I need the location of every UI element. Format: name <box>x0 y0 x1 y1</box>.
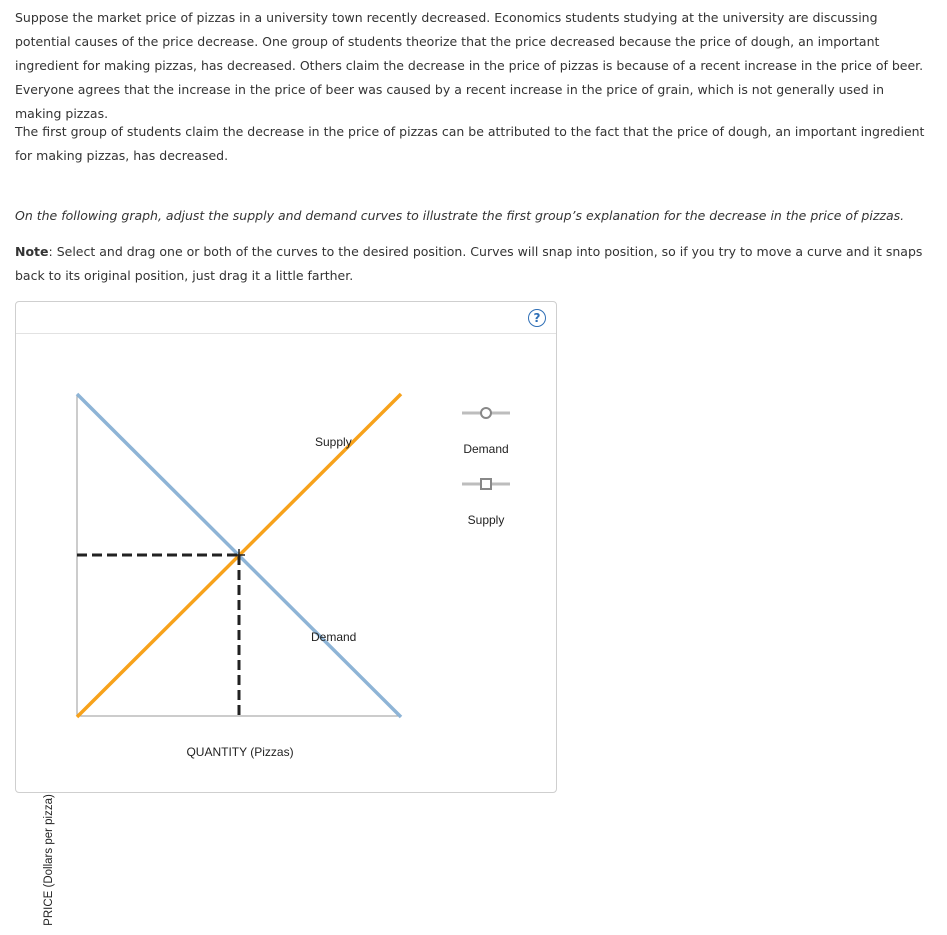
note <box>15 240 930 288</box>
problem-statement: Suppose the market price of pizzas in a university town recently decreased. Economics students studying at the university are discussing potential causes of the price decrease. One group of students theorize that the price decreased because the price of dough, an important ingredient for making pizzas, has decreased. Others claim the decrease in the price of pizzas is because of a recent increase in the price of beer. Everyone agrees that the increase in the price of beer was caused by a recent increase in the price of grain, which is not generally used in making pizzas. <box>15 10 924 121</box>
legend-demand-label: Demand <box>463 442 509 456</box>
question-circle-icon[interactable]: ? <box>528 309 546 327</box>
note-text: : Select and drag one or both of the curves to the desired position. Curves will snap into position, so if you try to move a curve and it snaps back to its original position, just drag it a little farther. <box>15 244 923 283</box>
graph-instruction: On the following graph, adjust the supply and demand curves to illustrate the first group’s explanation for the decrease in the price of pizzas. <box>15 208 905 223</box>
first-group-claim: The first group of students claim the decrease in the price of pizzas can be attributed to the fact that the price of dough, an important ingredient for making pizzas, has decreased. <box>15 124 925 163</box>
supply-demand-graph <box>16 302 556 792</box>
x-axis-label: QUANTITY (Pizzas) <box>186 745 294 759</box>
supply-tool-icon[interactable] <box>462 479 510 489</box>
note-label: Note <box>15 244 49 259</box>
demand-curve-label: Demand <box>311 630 357 644</box>
legend-supply-label: Supply <box>467 513 505 527</box>
supply-curve-label: Supply <box>315 435 352 449</box>
demand-tool-icon[interactable] <box>462 408 510 418</box>
graph-panel <box>15 301 557 926</box>
y-axis-label: PRICE (Dollars per pizza) <box>43 794 55 926</box>
